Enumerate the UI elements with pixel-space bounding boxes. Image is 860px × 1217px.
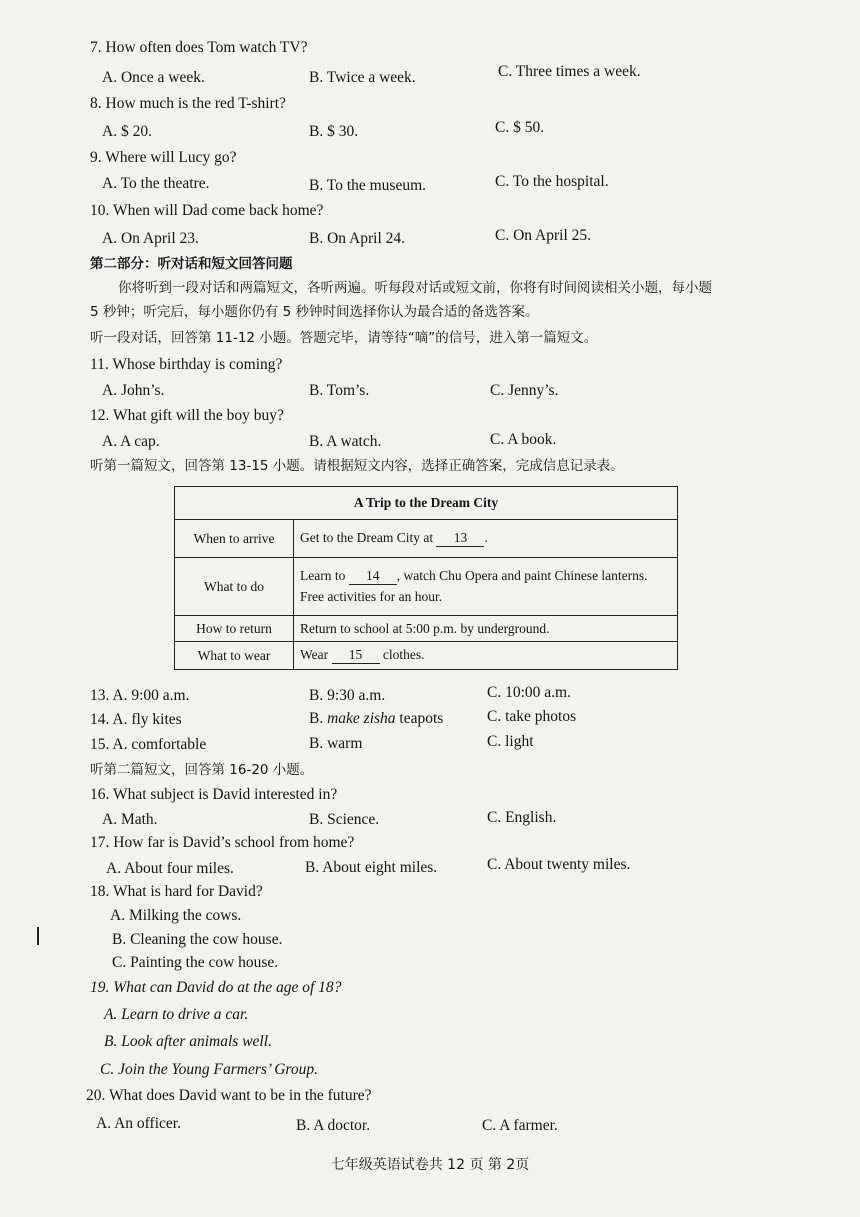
row-label-arrive: When to arrive	[175, 520, 294, 558]
q19-option-a: A. Learn to drive a car.	[104, 1006, 249, 1023]
q16-option-b: B. Science.	[309, 811, 380, 828]
q17-option-b: B. About eight miles.	[305, 859, 438, 876]
row-label-todo: What to do	[175, 558, 294, 616]
passage1-instructions: 听第一篇短文，回答第 13-15 小题。请根据短文内容，选择正确答案，完成信息记录表。	[90, 458, 624, 474]
q8-option-c: C. $ 50.	[495, 119, 545, 136]
q20-option-b: B. A doctor.	[296, 1117, 371, 1134]
trip-info-table	[174, 486, 678, 670]
q10-option-c: C. On April 25.	[495, 227, 592, 244]
question-11: 11. Whose birthday is coming?	[90, 356, 283, 373]
q19-option-c: C. Join the Young Farmers’ Group.	[100, 1061, 319, 1078]
blank-15: 15	[332, 647, 380, 664]
q7-option-b: B. Twice a week.	[309, 69, 416, 86]
q18-option-b: B. Cleaning the cow house.	[112, 931, 283, 948]
q11-option-c: C. Jenny’s.	[490, 382, 559, 399]
q9-option-b: B. To the museum.	[309, 177, 427, 194]
blank-13: 13	[436, 530, 484, 547]
q13-option-b: B. 9:30 a.m.	[309, 687, 386, 704]
question-12: 12. What gift will the boy buy?	[90, 407, 284, 424]
q11-option-a: A. John’s.	[102, 382, 165, 399]
question-19: 19. What can David do at the age of 18?	[90, 979, 342, 996]
q7-option-c: C. Three times a week.	[498, 63, 641, 80]
q15-option-b: B. warm	[309, 735, 363, 752]
q16-option-a: A. Math.	[102, 811, 158, 828]
margin-mark	[37, 927, 39, 945]
q13-option-c: C. 10:00 a.m.	[487, 684, 571, 701]
q8-option-b: B. $ 30.	[309, 123, 359, 140]
page-footer: 七年级英语试卷共 12 页 第 2页	[330, 1157, 530, 1173]
q14-option-c: C. take photos	[487, 708, 577, 725]
q9-option-a: A. To the theatre.	[102, 175, 210, 192]
q12-option-b: B. A watch.	[309, 433, 382, 450]
row-label-wear: What to wear	[175, 642, 294, 670]
row-value-todo: Learn to 14 , watch Chu Opera and paint Chinese lanterns. Free activities for an hour.	[294, 558, 678, 616]
q7-option-a: A. Once a week.	[102, 69, 205, 86]
q14-option-b: B. make zisha teapots	[309, 710, 444, 727]
question-8: 8. How much is the red T-shirt?	[90, 95, 286, 112]
q18-option-c: C. Painting the cow house.	[112, 954, 279, 971]
q10-option-b: B. On April 24.	[309, 230, 406, 247]
part2-instructions-1: 你将听到一段对话和两篇短文，各听两遍。听每段对话或短文前，你将有时间阅读相关小题，每小题	[118, 280, 712, 296]
question-20: 20. What does David want to be in the future?	[86, 1087, 372, 1104]
q13-option-a: 13. A. 9:00 a.m.	[90, 687, 190, 704]
q20-option-c: C. A farmer.	[482, 1117, 558, 1134]
passage2-instructions: 听第二篇短文，回答第 16-20 小题。	[90, 762, 314, 778]
q14-option-a: 14. A. fly kites	[90, 711, 182, 728]
q10-option-a: A. On April 23.	[102, 230, 199, 247]
part2-title: 第二部分：听对话和短文回答问题	[90, 256, 293, 272]
row-value-wear: Wear 15 clothes.	[294, 642, 678, 670]
question-16: 16. What subject is David interested in?	[90, 786, 338, 803]
question-7: 7. How often does Tom watch TV?	[90, 39, 308, 56]
q12-option-a: A. A cap.	[102, 433, 160, 450]
q19-option-b: B. Look after animals well.	[104, 1033, 272, 1050]
q15-option-a: 15. A. comfortable	[90, 736, 207, 753]
row-label-return: How to return	[175, 616, 294, 642]
q18-option-a: A. Milking the cows.	[110, 907, 242, 924]
q17-option-a: A. About four miles.	[106, 860, 234, 877]
question-17: 17. How far is David’s school from home?	[90, 834, 355, 851]
q16-option-c: C. English.	[487, 809, 557, 826]
q9-option-c: C. To the hospital.	[495, 173, 609, 190]
q11-option-b: B. Tom’s.	[309, 382, 370, 399]
q17-option-c: C. About twenty miles.	[487, 856, 631, 873]
q20-option-a: A. An officer.	[96, 1115, 181, 1132]
blank-14: 14	[349, 568, 397, 585]
q12-option-c: C. A book.	[490, 431, 557, 448]
question-10: 10. When will Dad come back home?	[90, 202, 324, 219]
dialog-instructions: 听一段对话，回答第 11-12 小题。答题完毕，请等待“嘀”的信号，进入第一篇短文。	[90, 330, 598, 346]
q15-option-c: C. light	[487, 733, 534, 750]
part2-instructions-2: 5 秒钟；听完后，每小题你仍有 5 秒钟时间选择你认为最合适的备选答案。	[90, 304, 539, 320]
row-value-arrive: Get to the Dream City at 13 .	[294, 520, 678, 558]
question-18: 18. What is hard for David?	[90, 883, 263, 900]
row-value-return: Return to school at 5:00 p.m. by underground.	[294, 616, 678, 642]
table-title: A Trip to the Dream City	[175, 487, 678, 520]
q8-option-a: A. $ 20.	[102, 123, 152, 140]
question-9: 9. Where will Lucy go?	[90, 149, 237, 166]
